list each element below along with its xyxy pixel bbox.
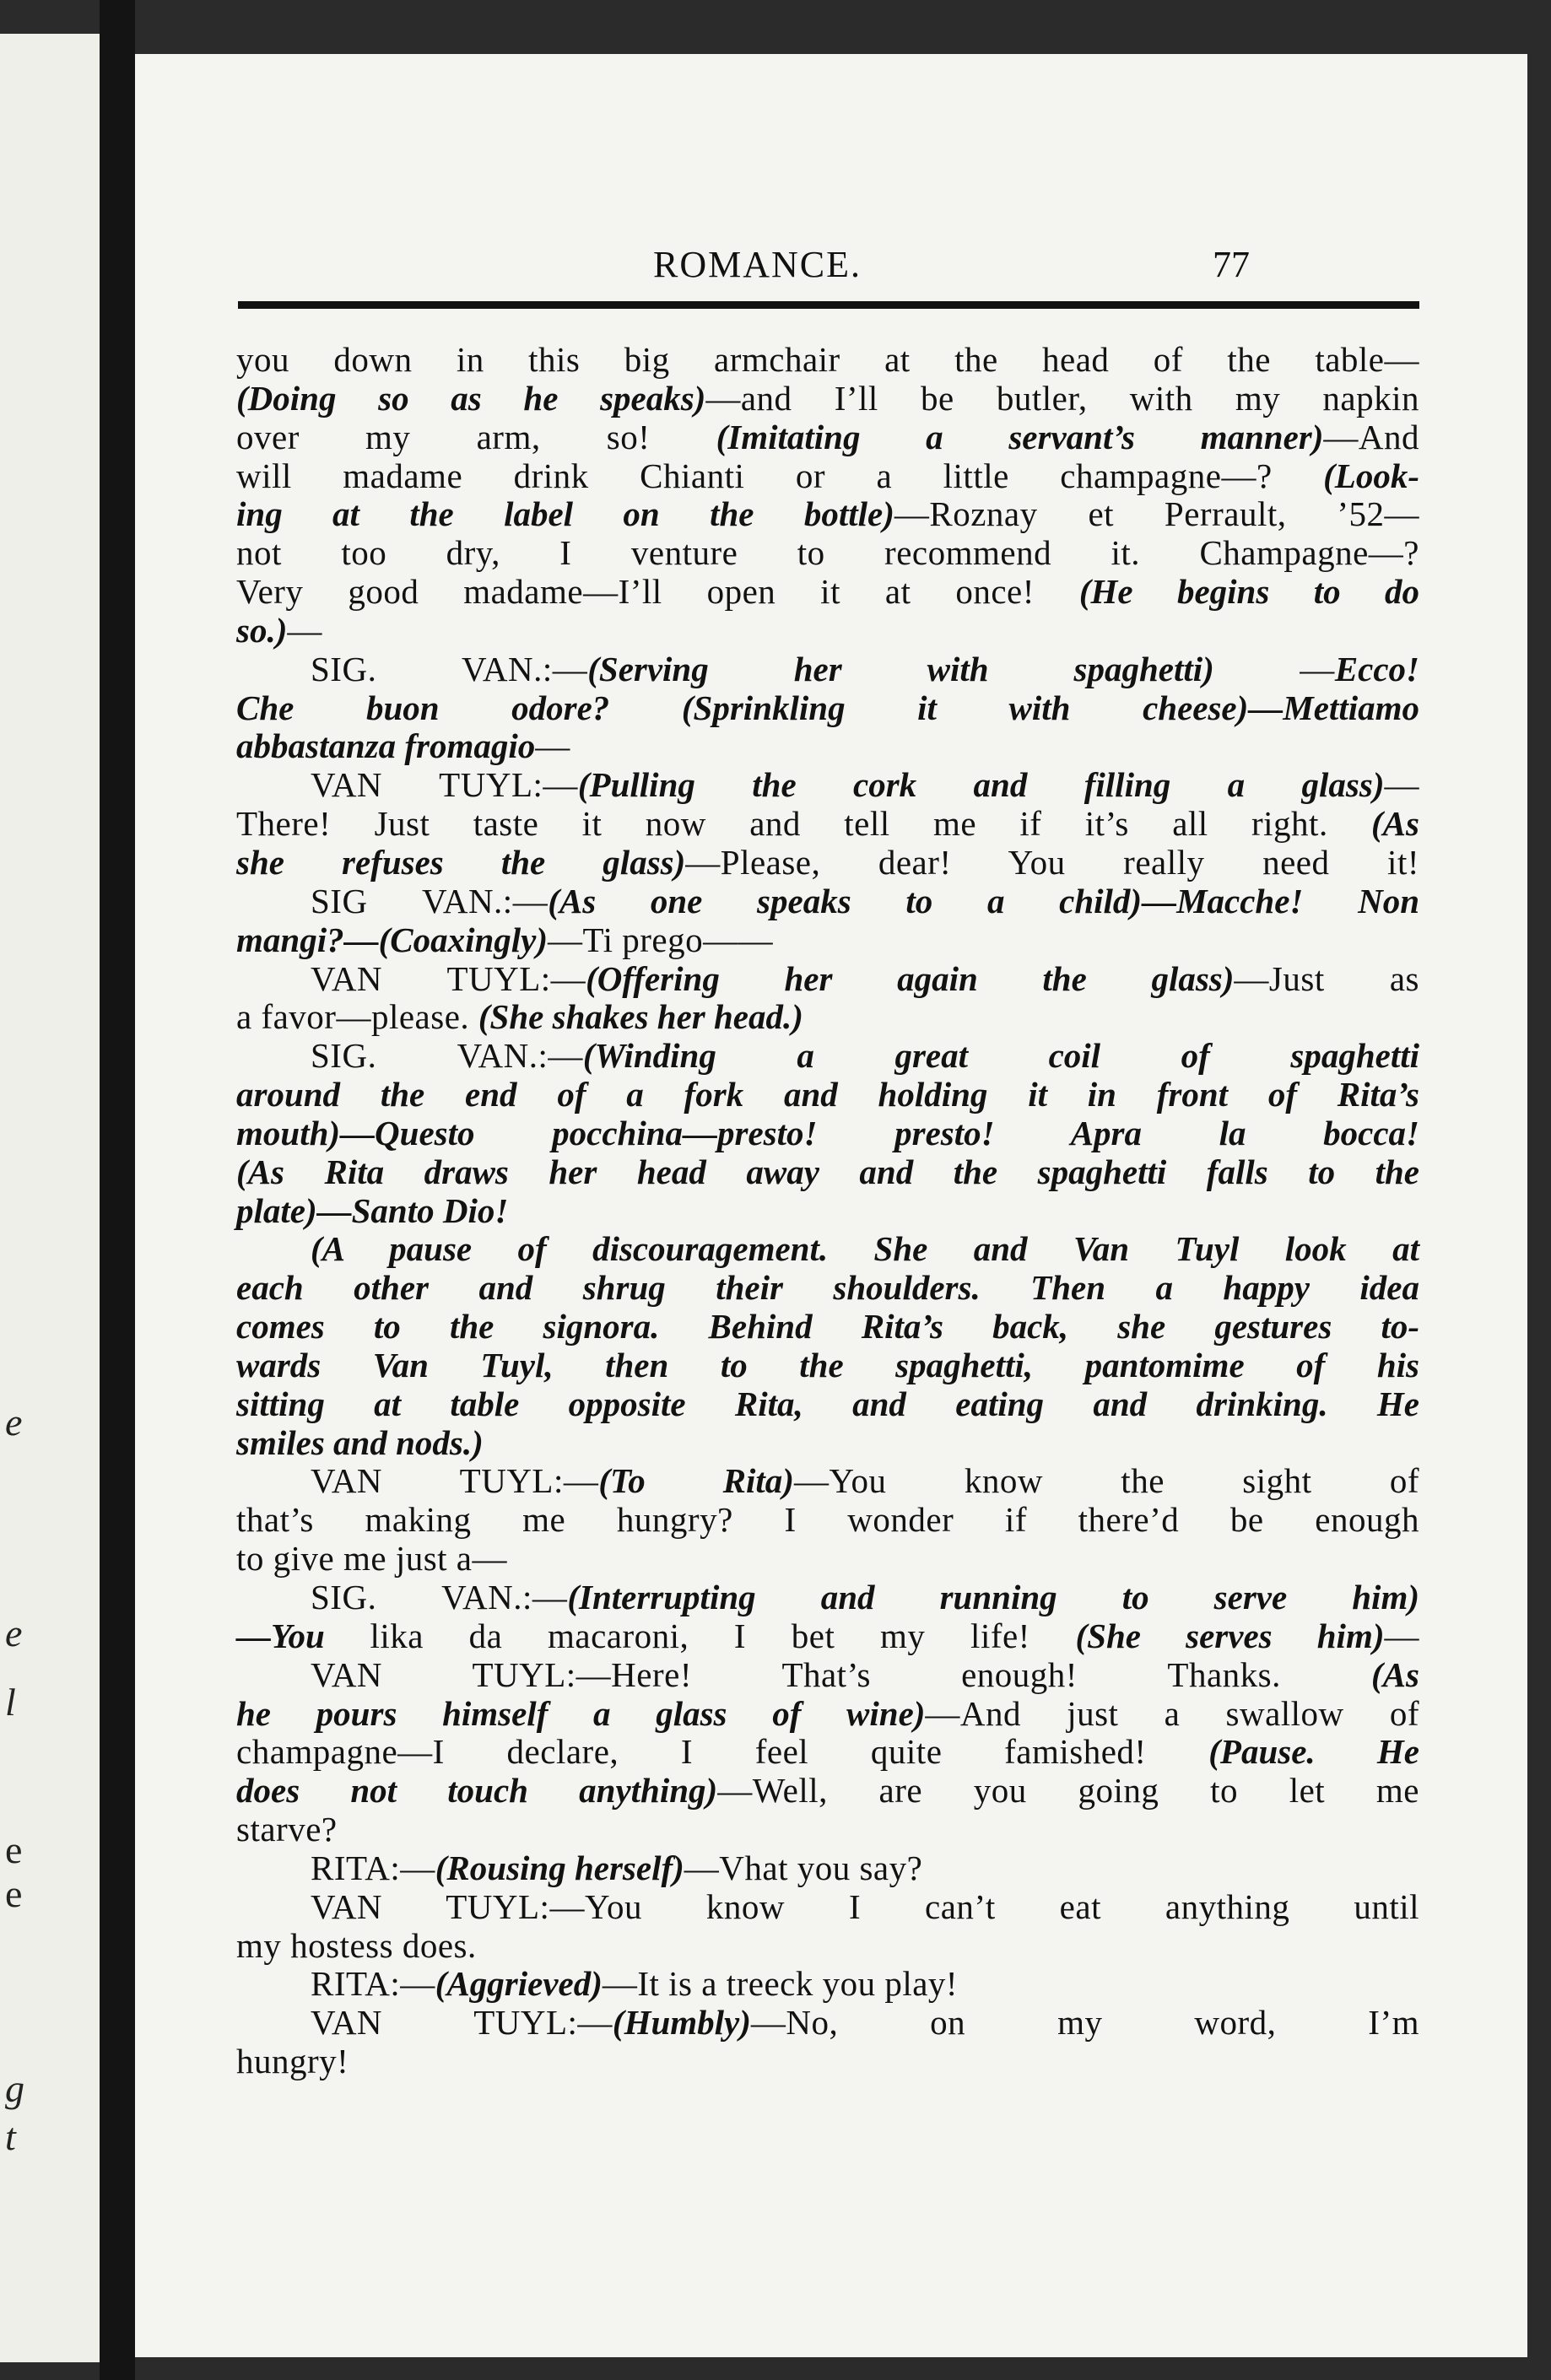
stage-direction: (Doing so as he speaks): [236, 378, 706, 418]
stage-direction: (Offering her again the glass): [586, 958, 1235, 998]
stage-direction: (To Rita): [598, 1461, 794, 1501]
stage-direction: (Humbly): [612, 2003, 751, 2043]
stage-direction: smiles and nods.): [236, 1422, 484, 1462]
text-line: [236, 921, 1419, 960]
stage-direction: (As Rita draws her head away and the spaghetti falls to the: [236, 1152, 1419, 1191]
text-line: [236, 1153, 1419, 1192]
dialogue-text: SIG. VAN.:—: [311, 649, 588, 688]
text-line: [236, 1695, 1419, 1734]
stage-direction: (As: [1371, 1654, 1419, 1694]
dialogue-text: lika da macaroni, I bet my life!: [324, 1616, 1076, 1655]
dialogue-text: —Well, are you going to let me: [717, 1771, 1419, 1811]
text-line: [236, 457, 1419, 496]
page-number: 77: [1213, 244, 1250, 285]
dialogue-text: hungry!: [236, 2042, 349, 2081]
dialogue-text: my hostess does.: [236, 1925, 477, 1965]
dialogue-text: —Just as: [1234, 958, 1420, 998]
text-line: [236, 650, 1419, 689]
dialogue-text: Very good madame—I’ll open it at once!: [236, 572, 1079, 612]
dialogue-text: —Vhat you say?: [684, 1848, 923, 1887]
dialogue-text: —: [535, 726, 570, 766]
stage-direction: (He begins to do: [1078, 572, 1419, 612]
dialogue-text: will madame drink Chianti or a little champagne—?: [236, 456, 1324, 495]
stage-direction: (Pulling the cork and filling a glass): [577, 765, 1385, 805]
dialogue-text: —: [1213, 649, 1335, 688]
dialogue-text: not too dry, I venture to recommend it. Champagne—?: [236, 533, 1419, 573]
stage-direction: (Rousing herself): [435, 1848, 684, 1887]
text-line: [236, 1617, 1419, 1656]
stage-direction: abbastanza fromagio: [236, 726, 536, 766]
stage-direction: he pours himself a glass of wine): [236, 1693, 926, 1733]
stage-direction: comes to the signora. Behind Rita’s back, she gestures to-: [236, 1307, 1419, 1347]
text-line: [236, 1965, 1419, 2004]
dialogue-text: —Roznay et Perrault, ’52—: [894, 494, 1419, 534]
dialogue-text: VAN TUYL:—: [311, 1461, 599, 1501]
stage-direction: so.): [236, 610, 288, 650]
stage-direction: —You: [236, 1616, 325, 1655]
facing-page-fragment: l: [5, 1681, 16, 1724]
binding-gutter: [100, 0, 135, 2380]
dialogue-text: VAN TUYL:—: [311, 765, 578, 805]
text-line: [236, 1347, 1419, 1385]
stage-direction: (Aggrieved): [435, 1964, 603, 2004]
stage-direction: (Look-: [1323, 456, 1419, 495]
text-line: [236, 1888, 1419, 1927]
text-line: [236, 1733, 1419, 1772]
dialogue-text: SIG. VAN.:—: [311, 1036, 583, 1076]
stage-direction: wards Van Tuyl, then to the spaghetti, pantomime of his: [236, 1345, 1419, 1384]
stage-direction: (Pause. He: [1208, 1732, 1419, 1772]
text-line: [236, 2043, 1419, 2081]
text-line: [236, 1037, 1419, 1076]
dialogue-text: —and I’ll be butler, with my napkin: [705, 378, 1419, 418]
facing-page-fragment: t: [5, 2115, 16, 2158]
dialogue-text: RITA:—: [311, 1848, 435, 1887]
text-line: [236, 1927, 1419, 1966]
stage-direction: (She shakes her head.): [478, 997, 803, 1037]
stage-direction: (A pause of discouragement. She and Van Tuyl look at: [311, 1229, 1419, 1269]
text-line: [236, 1462, 1419, 1501]
text-line: [236, 1656, 1419, 1695]
dialogue-text: —Ti prego——: [548, 920, 774, 959]
dialogue-text: over my arm, so!: [236, 417, 716, 456]
text-line: [236, 727, 1419, 766]
text-line: [236, 1114, 1419, 1153]
book-page: [135, 54, 1527, 2357]
stage-direction: (Serving her with spaghetti): [587, 649, 1214, 688]
text-line: [236, 766, 1419, 805]
text-line: [236, 1385, 1419, 1424]
text-line: [236, 1424, 1419, 1463]
text-line: [236, 1501, 1419, 1540]
text-line: [236, 1230, 1419, 1269]
page-body-text: [236, 341, 1419, 2081]
text-line: [236, 882, 1419, 921]
stage-direction: (As: [1371, 804, 1419, 844]
dialogue-text: starve?: [236, 1810, 338, 1849]
dialogue-text: VAN TUYL:—You know I can’t eat anything until: [311, 1886, 1419, 1926]
stage-direction: (Imitating a servant’s manner): [716, 417, 1324, 456]
stage-direction: (She serves him): [1075, 1616, 1385, 1655]
facing-page-fragment: e: [5, 1611, 23, 1654]
text-line: [236, 1772, 1419, 1811]
stage-direction: does not touch anything): [236, 1771, 718, 1811]
stage-direction: mangi?—(Coaxingly): [236, 920, 549, 959]
dialogue-text: —It is a treeck you play!: [602, 1964, 959, 2004]
facing-page-fragment: e: [5, 1400, 23, 1444]
stage-direction: sitting at table opposite Rita, and eating and drinking. He: [236, 1384, 1419, 1423]
dialogue-text: RITA:—: [311, 1964, 435, 2004]
stage-direction: plate)—Santo Dio!: [236, 1190, 509, 1230]
dialogue-text: VAN TUYL:—Here! That’s enough! Thanks.: [311, 1654, 1372, 1694]
stage-direction: Che buon odore? (Sprinkling it with cheese)—Mettiamo: [236, 688, 1419, 727]
facing-page-fragment: e: [5, 1828, 23, 1871]
dialogue-text: you down in this big armchair at the head of the table—: [236, 340, 1419, 379]
facing-page-edge: [0, 34, 100, 2362]
dialogue-text: VAN TUYL:—: [311, 958, 586, 998]
text-line: [236, 1811, 1419, 1849]
text-line: [236, 998, 1419, 1037]
stage-direction: she refuses the glass): [236, 842, 686, 882]
dialogue-text: —No, on my word, I’m: [750, 2003, 1420, 2043]
text-line: [236, 2004, 1419, 2043]
text-line: [236, 1849, 1419, 1888]
dialogue-text: —: [1384, 765, 1419, 805]
text-line: [236, 1308, 1419, 1347]
stage-direction: around the end of a fork and holding it in front of Rita’s: [236, 1075, 1419, 1114]
text-line: [236, 341, 1419, 380]
facing-page-fragment: g: [5, 2067, 24, 2110]
dialogue-text: that’s making me hungry? I wonder if there’d be enough: [236, 1500, 1419, 1540]
stage-direction: each other and shrug their shoulders. Then a happy idea: [236, 1268, 1419, 1308]
text-line: [236, 1579, 1419, 1617]
dialogue-text: —You know the sight of: [793, 1461, 1420, 1501]
text-line: [236, 495, 1419, 534]
dialogue-text: —And: [1323, 417, 1419, 456]
stage-direction: (Interrupting and running to serve him): [567, 1578, 1419, 1616]
stage-direction: (Winding a great coil of spaghetti: [582, 1036, 1420, 1076]
text-line: [236, 1540, 1419, 1579]
running-head-title: ROMANCE.: [653, 244, 862, 285]
text-line: [236, 573, 1419, 612]
text-line: [236, 805, 1419, 844]
header-rule: [238, 301, 1419, 309]
dialogue-text: SIG. VAN.:—: [311, 1578, 568, 1616]
text-line: [236, 612, 1419, 650]
text-line: [236, 1192, 1419, 1231]
text-line: [236, 534, 1419, 573]
facing-page-fragment: e: [5, 1872, 23, 1915]
dialogue-text: VAN TUYL:—: [311, 2003, 613, 2043]
stage-direction: mouth)—Questo pocchina—presto! presto! Apra la bocca!: [236, 1113, 1419, 1152]
text-line: [236, 1076, 1419, 1114]
text-line: [236, 844, 1419, 882]
dialogue-text: to give me just a—: [236, 1539, 508, 1579]
stage-direction: (As one speaks to a child)—Macche! Non: [548, 881, 1419, 920]
dialogue-text: a favor—please.: [236, 997, 478, 1037]
text-line: [236, 689, 1419, 728]
text-line: [236, 380, 1419, 418]
text-line: [236, 418, 1419, 457]
dialogue-text: SIG VAN.:—: [311, 881, 549, 920]
dialogue-text: —: [1384, 1616, 1419, 1655]
text-line: [236, 1269, 1419, 1308]
dialogue-text: —: [287, 610, 322, 650]
stage-direction: ing at the label on the bottle): [236, 494, 894, 534]
text-line: [236, 960, 1419, 999]
dialogue-text: —Please, dear! You really need it!: [685, 842, 1419, 882]
dialogue-text: —And just a swallow of: [925, 1693, 1419, 1733]
dialogue-text: There! Just taste it now and tell me if it’s all right.: [236, 804, 1372, 844]
stage-direction: Ecco!: [1334, 649, 1420, 688]
dialogue-text: champagne—I declare, I feel quite famished!: [236, 1732, 1209, 1772]
